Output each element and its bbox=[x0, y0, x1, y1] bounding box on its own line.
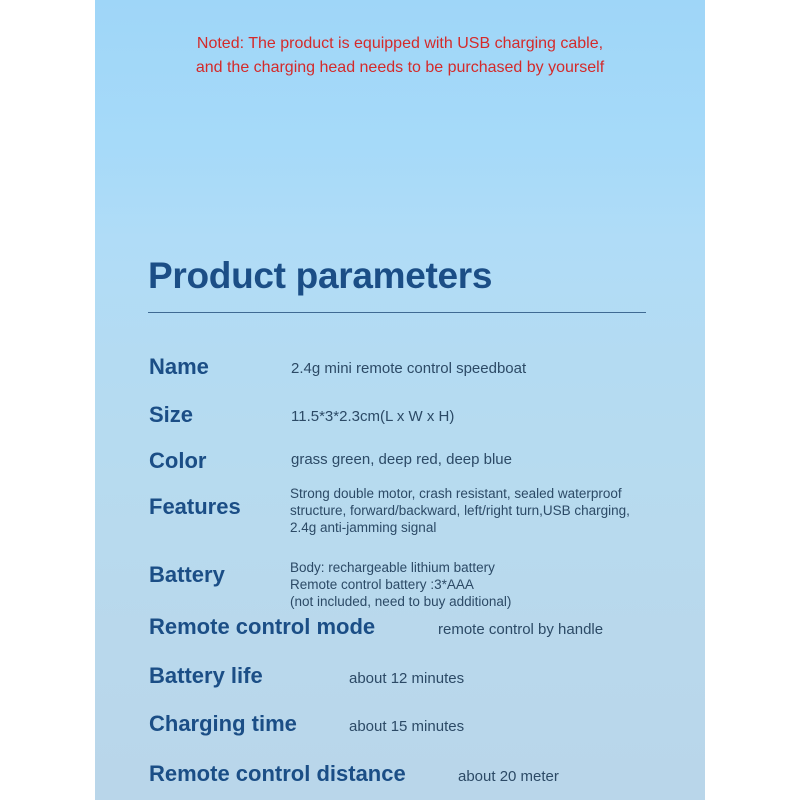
param-size-value: 11.5*3*2.3cm(L x W x H) bbox=[291, 408, 455, 425]
param-remote-mode-value: remote control by handle bbox=[438, 621, 604, 638]
charging-notice-line-2: and the charging head needs to be purchased by yourself bbox=[195, 59, 605, 76]
param-battery-life-value: about 12 minutes bbox=[349, 670, 465, 687]
param-battery-label: Battery bbox=[149, 562, 225, 587]
param-battery-line-3: (not included, need to buy additional) bbox=[290, 594, 512, 609]
param-color-value: grass green, deep red, deep blue bbox=[291, 451, 512, 468]
product-parameters-panel bbox=[95, 0, 705, 800]
param-name-label: Name bbox=[149, 354, 209, 379]
param-color-label: Color bbox=[149, 448, 207, 473]
param-remote-distance-value: about 20 meter bbox=[458, 768, 559, 785]
charging-notice bbox=[95, 32, 705, 80]
param-battery-value bbox=[290, 559, 511, 610]
param-remote-mode-label: Remote control mode bbox=[149, 614, 376, 639]
param-battery-life-label: Battery life bbox=[149, 663, 263, 688]
param-name-value: 2.4g mini remote control speedboat bbox=[291, 360, 527, 377]
param-features-line-2: structure, forward/backward, left/right turn,USB charging, bbox=[290, 503, 630, 518]
param-features-value bbox=[290, 485, 630, 536]
param-features-label: Features bbox=[149, 494, 241, 519]
charging-notice-line-1: Noted: The product is equipped with USB charging cable, bbox=[196, 35, 604, 52]
param-remote-distance-label: Remote control distance bbox=[149, 761, 406, 786]
section-title: Product parameters bbox=[148, 255, 493, 296]
param-battery-line-1: Body: rechargeable lithium battery bbox=[290, 560, 495, 575]
param-features-line-1: Strong double motor, crash resistant, sealed waterproof bbox=[290, 486, 622, 501]
param-charging-time-value: about 15 minutes bbox=[349, 718, 465, 735]
param-features-line-3: 2.4g anti-jamming signal bbox=[290, 520, 437, 535]
param-battery-line-2: Remote control battery :3*AAA bbox=[290, 577, 474, 592]
param-charging-time-label: Charging time bbox=[149, 711, 297, 736]
title-divider bbox=[148, 312, 646, 313]
param-size-label: Size bbox=[149, 402, 194, 427]
